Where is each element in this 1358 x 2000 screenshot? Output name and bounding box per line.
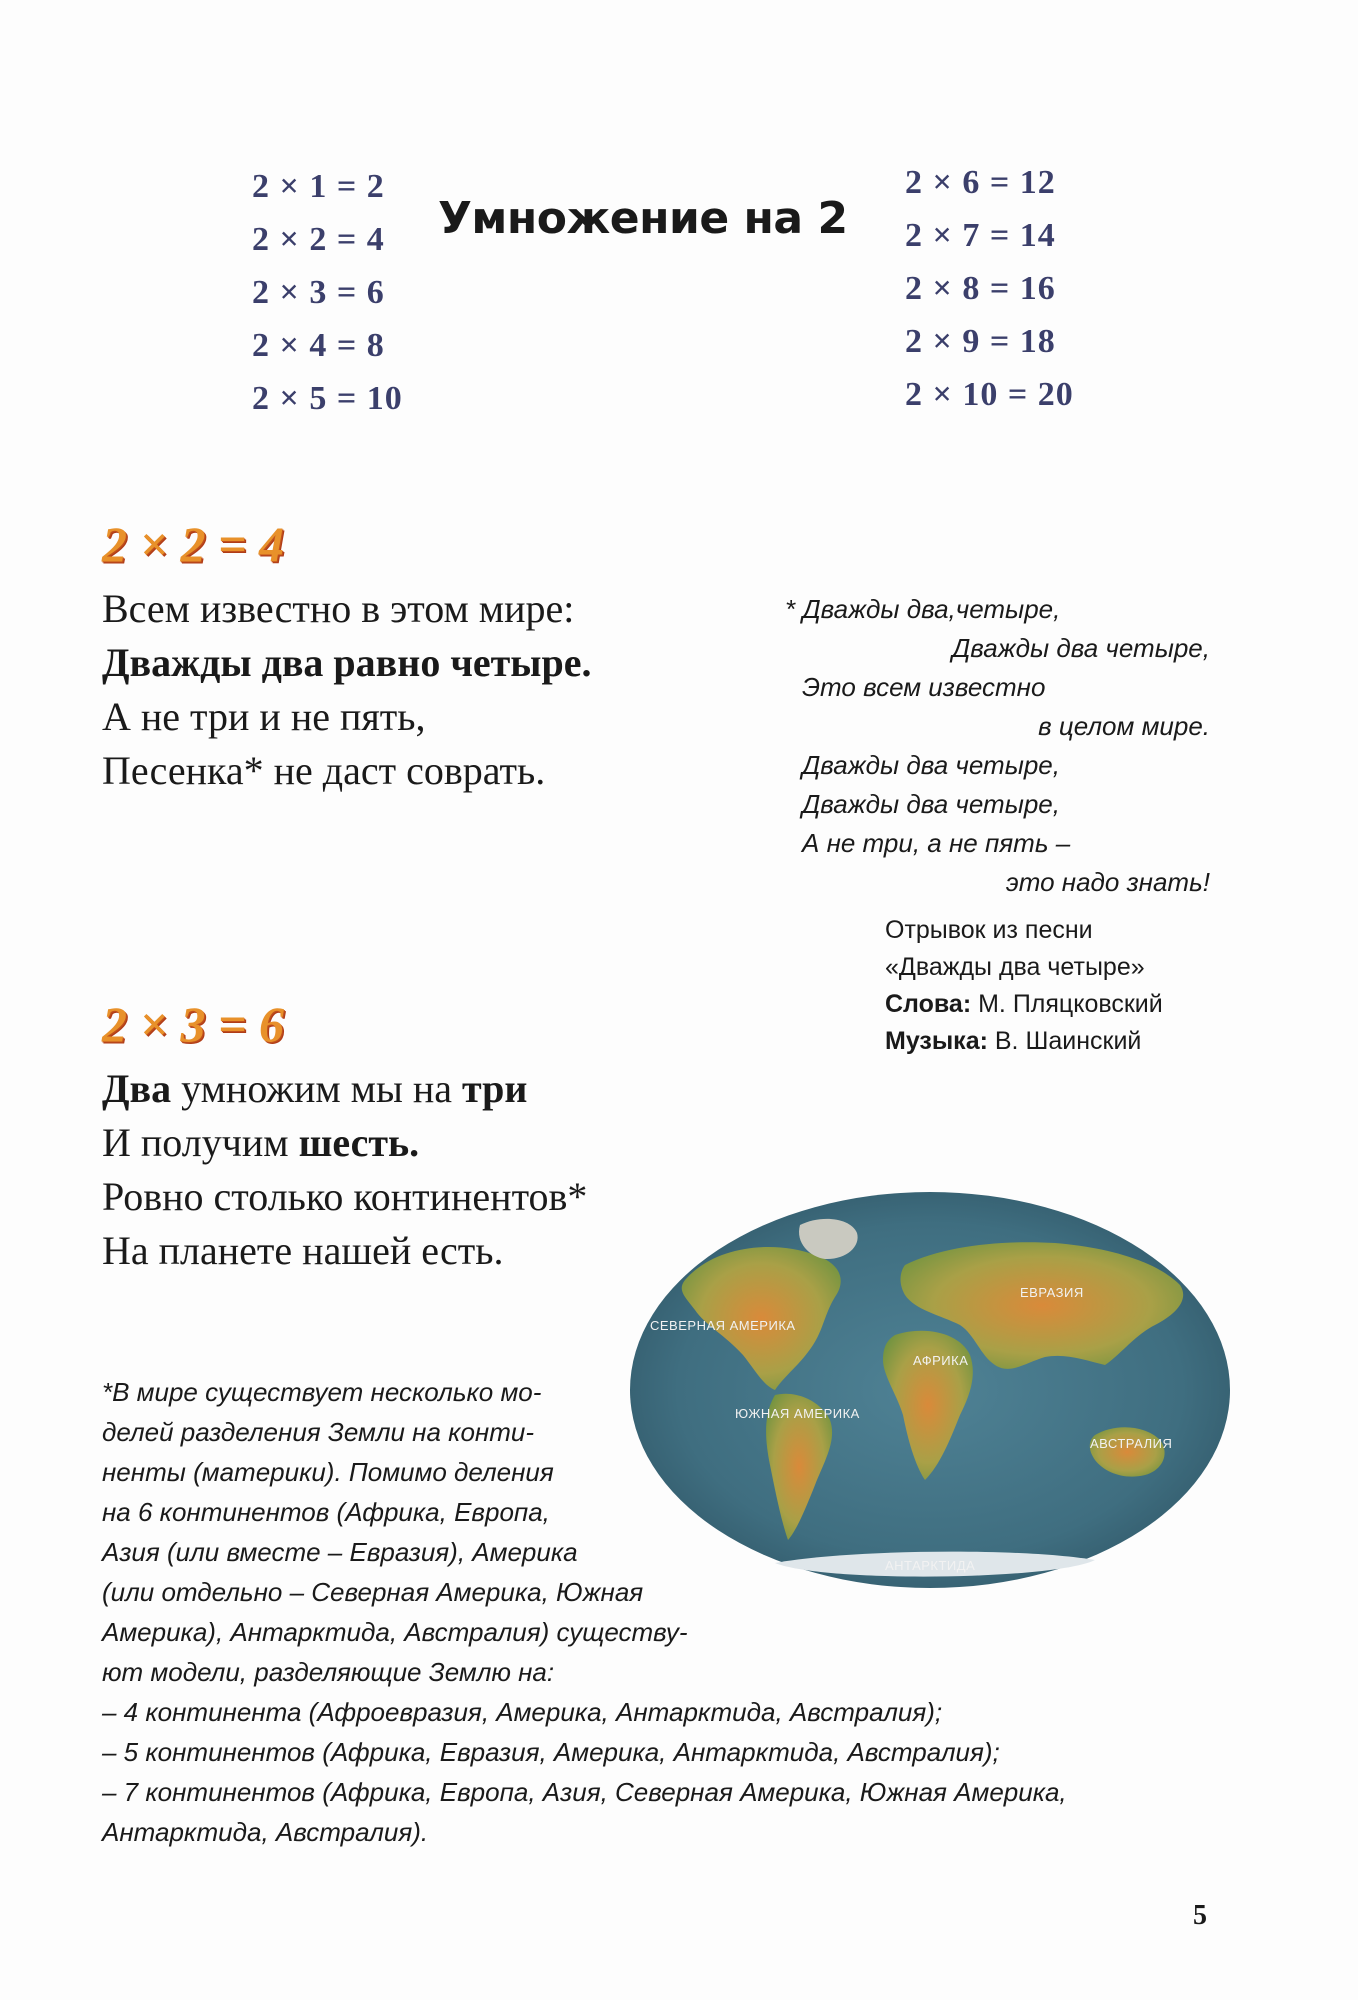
credit-music: Музыка: В. Шаинский	[885, 1027, 1142, 1055]
table-row: 2 × 9 = 18	[905, 323, 1056, 360]
table-row: 2 × 4 = 8	[252, 327, 385, 364]
footnote-line: Азия (или вместе – Евразия), Америка	[102, 1537, 578, 1567]
footnote-line: на 6 континентов (Африка, Европа,	[102, 1497, 550, 1527]
song-line: это надо знать!	[1005, 867, 1210, 897]
poem-line: Два умножим мы на три	[102, 1066, 528, 1111]
credit-words: Слова: М. Пляцковский	[885, 990, 1163, 1018]
footnote-line: ненты (материки). Помимо деления	[102, 1457, 554, 1487]
footnote-line: ют модели, разделяющие Землю на:	[102, 1657, 555, 1687]
table-row: 2 × 8 = 16	[905, 270, 1056, 307]
map-label-south-america: ЮЖНАЯ АМЕРИКА	[735, 1406, 860, 1421]
poem-line-bold: Дважды два равно четыре.	[102, 640, 592, 685]
poem-line: Ровно столько континентов*	[102, 1174, 588, 1219]
table-row: 2 × 5 = 10	[252, 380, 403, 417]
credit-source: Отрывок из песни	[885, 916, 1093, 944]
table-row: 2 × 3 = 6	[252, 274, 385, 311]
table-row: 2 × 1 = 2	[252, 168, 385, 205]
table-row: 2 × 2 = 4	[252, 221, 385, 258]
footnote-line: Америка), Антарктида, Австралия) существу-	[102, 1617, 688, 1647]
poem-line	[102, 636, 592, 690]
song-line: Дважды два четыре,	[802, 789, 1060, 819]
song-line: Это всем известно	[802, 672, 1046, 702]
poem-line: Всем известно в этом мире:	[102, 586, 575, 631]
equation-heading: 2 × 2 = 4	[102, 516, 284, 572]
poem-block	[102, 1062, 587, 1278]
footnote-list-item: – 5 континентов (Африка, Евразия, Америка, Антарктида, Австралия);	[102, 1737, 1000, 1767]
song-line: Дважды два четыре,	[802, 750, 1060, 780]
footnote-list-item: Антарктида, Австралия).	[102, 1817, 429, 1847]
song-line: в целом мире.	[1038, 711, 1210, 741]
credit-source: «Дважды два четыре»	[885, 953, 1145, 981]
table-left	[252, 160, 403, 425]
footnote-line: *В мире существует несколько мо-	[102, 1377, 542, 1407]
table-row: 2 × 6 = 12	[905, 164, 1056, 201]
footnote-line: делей разделения Земли на конти-	[102, 1417, 534, 1447]
equation-heading: 2 × 3 = 6	[102, 996, 284, 1052]
page-number: 5	[1193, 1900, 1207, 1931]
footnote-list-item: – 7 континентов (Африка, Европа, Азия, Северная Америка, Южная Америка,	[102, 1777, 1067, 1807]
song-line: А не три, а не пять –	[802, 828, 1071, 858]
map-label-eurasia: ЕВРАЗИЯ	[1020, 1285, 1084, 1300]
song-credits	[885, 912, 1163, 1060]
table-row: 2 × 10 = 20	[905, 376, 1074, 413]
song-line: * Дважды два,четыре,	[785, 594, 1061, 624]
footnote-list-item: – 4 континента (Афроевразия, Америка, Антарктида, Австралия);	[102, 1697, 943, 1727]
poem-line: Песенка* не даст соврать.	[102, 748, 546, 793]
table-right	[905, 156, 1074, 421]
footnote	[102, 1372, 1067, 1852]
map-label-australia: АВСТРАЛИЯ	[1090, 1436, 1173, 1451]
footnote-line: (или отдельно – Северная Америка, Южная	[102, 1577, 644, 1607]
poem-block	[102, 582, 592, 798]
poem-line: И получим шесть.	[102, 1120, 420, 1165]
map-label-north-america: СЕВЕРНАЯ АМЕРИКА	[650, 1318, 796, 1333]
map-label-africa: АФРИКА	[913, 1353, 969, 1368]
map-label-antarctica: АНТАРКТИДА	[885, 1558, 976, 1573]
poem-line: А не три и не пять,	[102, 694, 426, 739]
table-row: 2 × 7 = 14	[905, 217, 1056, 254]
song-line: Дважды два четыре,	[952, 633, 1210, 663]
song-excerpt	[785, 590, 1210, 902]
page-title: Умножение на 2	[438, 193, 848, 244]
poem-line: На планете нашей есть.	[102, 1228, 504, 1273]
